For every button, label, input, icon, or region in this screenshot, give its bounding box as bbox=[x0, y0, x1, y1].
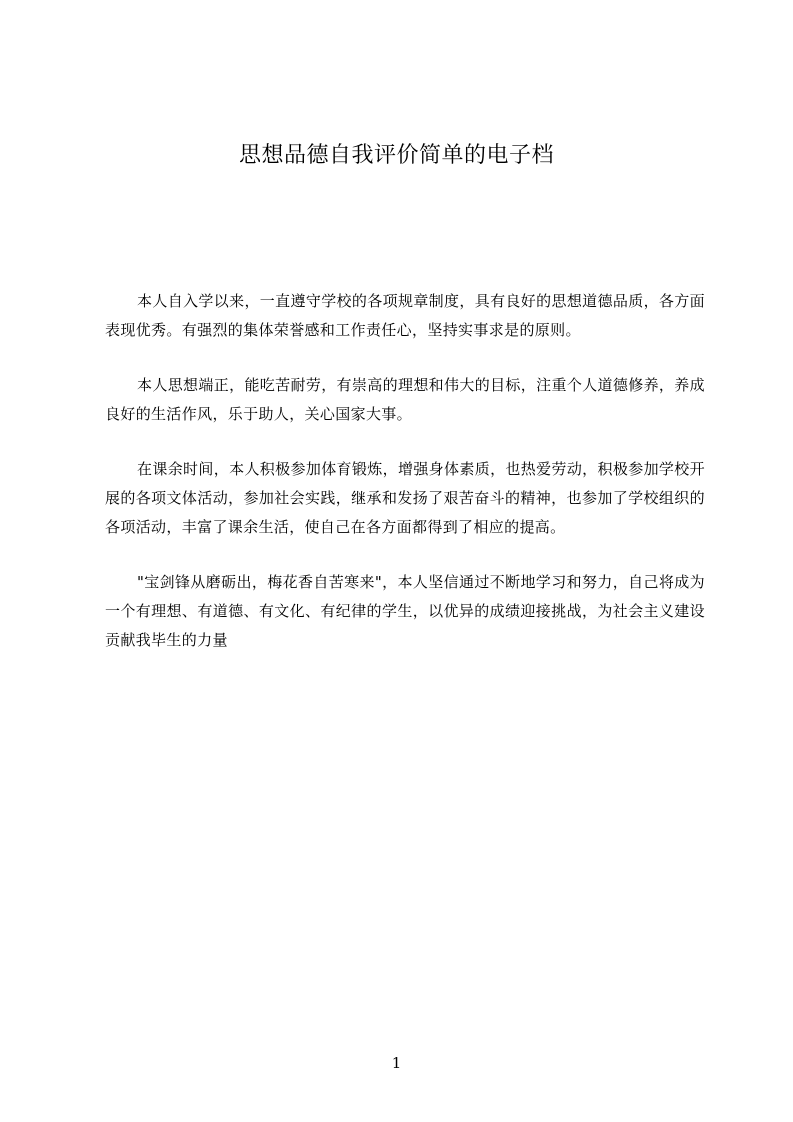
paragraph-4: "宝剑锋从磨砺出，梅花香自苦寒来"，本人坚信通过不断地学习和努力，自己将成为一个有理想、有道德、有文化、有纪律的学生，以优异的成绩迎接挑战，为社会主义建设贡献我毕生的力量 bbox=[105, 573, 705, 649]
paragraph-1: 本人自入学以来，一直遵守学校的各项规章制度，具有良好的思想道德品质，各方面表现优秀。有强烈的集体荣誉感和工作责任心，坚持实事求是的原则。 bbox=[105, 292, 705, 339]
document-title: 思想品德自我评价简单的电子档 bbox=[238, 143, 554, 168]
paragraph-3: 在课余时间，本人积极参加体育锻炼，增强身体素质，也热爱劳动，积极参加学校开展的各项文体活动，参加社会实践，继承和发扬了艰苦奋斗的精神，也参加了学校组织的各项活动，丰富了课余生活，使自己在各方面都得到了相应的提高。 bbox=[105, 460, 705, 536]
document-body bbox=[105, 287, 705, 681]
page-number: 1 bbox=[391, 1054, 402, 1072]
paragraph-2: 本人思想端正，能吃苦耐劳，有崇高的理想和伟大的目标，注重个人道德修养，养成良好的生活作风，乐于助人，关心国家大事。 bbox=[105, 376, 705, 423]
